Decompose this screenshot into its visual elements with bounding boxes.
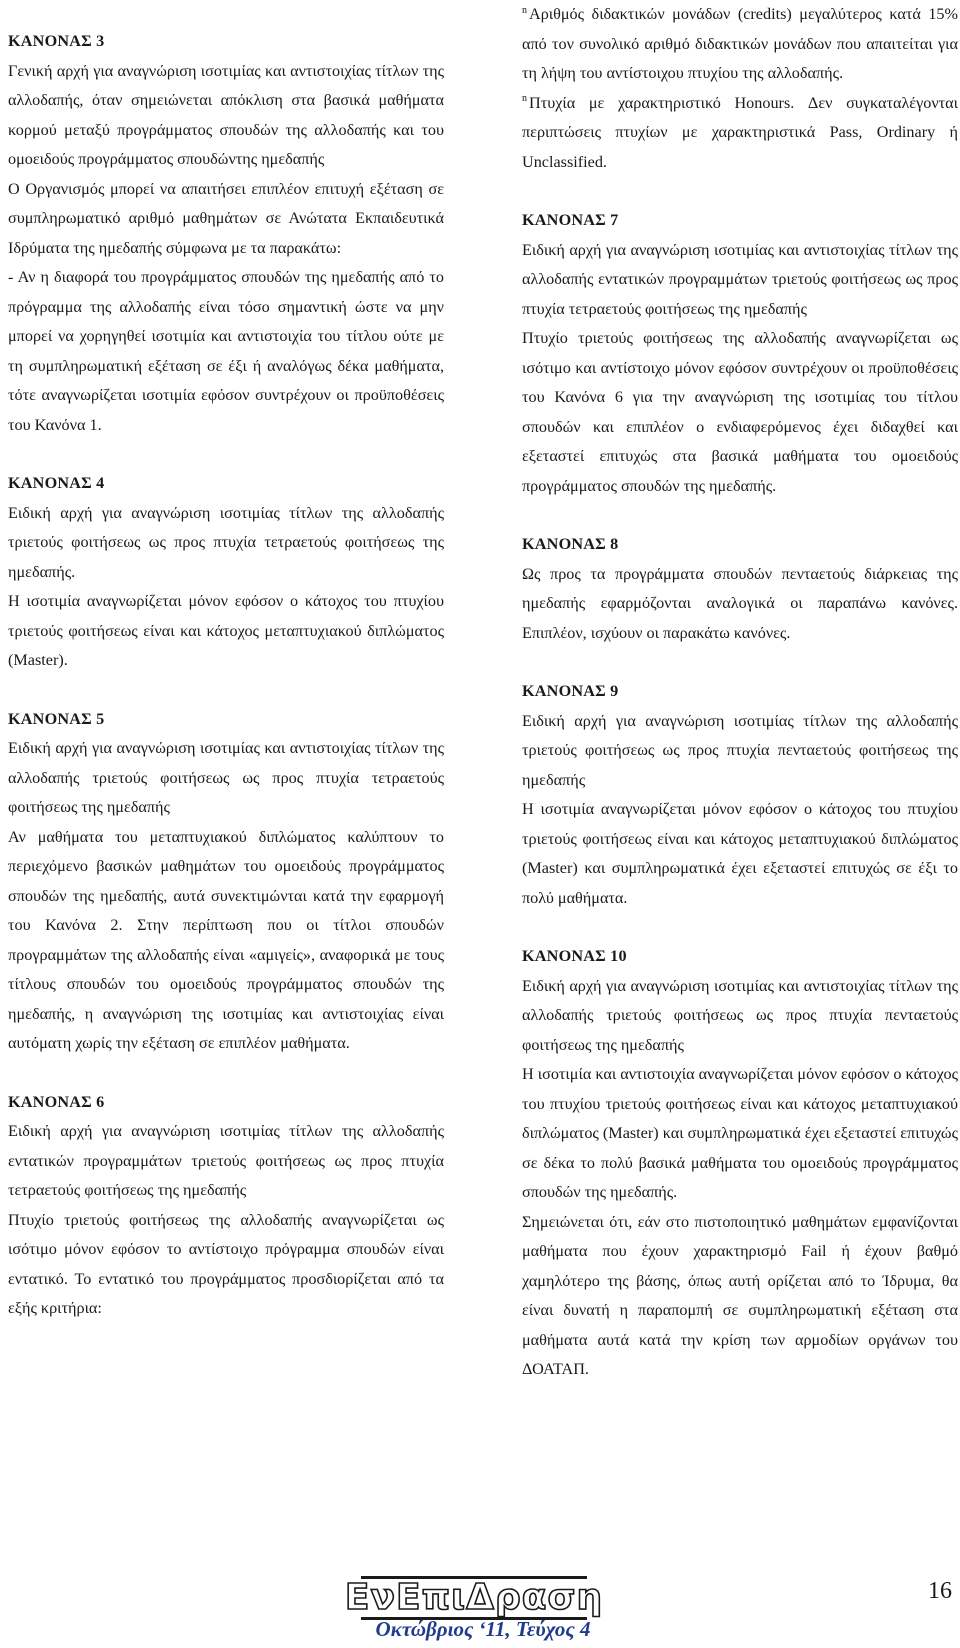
rule5-paragraph: Αν μαθήματα του μεταπτυχιακού διπλώματος καλύπτουν το περιεχόμενο βασικών μαθημάτων του ομοειδούς προγράμματος σπουδών της ημεδαπής, αυτά συνεκτιμώνται κατά την εφαρμογή του Κανόνα 2. Στην περίπτωση που οι τίτλοι σπουδών προγραμμάτων της αλλοδαπής είναι «αμιγείς», αναφορικά με τους τίτλους σπουδών του ομοειδούς προγράμματος σπουδών της ημεδαπής, η αναγνώριση της ισοτιμίας και αντιστοιχίας είναι αυτόματη χωρίς την εξέταση σε επιπλέον μαθήματα. xyxy=(8,827,444,1052)
rule4-paragraph: Η ισοτιμία αναγνωρίζεται μόνον εφόσον ο κάτοχος του πτυχίου τριετούς φοιτήσεως είναι και κάτοχος μεταπτυχιακού διπλώματος (Master). xyxy=(8,592,444,669)
criterion-text: Αριθμός διδακτικών μονάδων (credits) μεγαλύτερος κατά 15% από τον συνολικό αριθμό διδακτικών μονάδων που απαιτείται για τη λήψη του αντίστοιχου πτυχίου της αλλοδαπής. xyxy=(522,5,958,82)
right-column xyxy=(522,0,958,1385)
rule8-heading: ΚΑΝΟΝΑΣ 8 xyxy=(522,535,619,553)
rule9-heading: ΚΑΝΟΝΑΣ 9 xyxy=(522,682,619,700)
rule6-paragraph: Πτυχίο τριετούς φοιτήσεως της αλλοδαπής αναγνωρίζεται ως ισότιμο μόνον εφόσον το αντίστοιχο πρόγραμμα σπουδών είναι εντατικό. Το εντατικό του προγράμματος προσδιορίζεται από τα εξής κριτήρια: xyxy=(8,1210,444,1317)
rule5-heading: ΚΑΝΟΝΑΣ 5 xyxy=(8,709,105,728)
criterion-text: Πτυχία με χαρακτηριστικό Honours. Δεν συγκαταλέγονται περιπτώσεις πτυχίων με χαρακτηριστικά Pass, Ordinary ή Unclassified. xyxy=(522,93,958,171)
rule4-heading: ΚΑΝΟΝΑΣ 4 xyxy=(8,474,105,492)
magazine-logo xyxy=(344,1576,604,1620)
rule7-paragraph: Πτυχίο τριετούς φοιτήσεως της αλλοδαπής αναγνωρίζεται ως ισότιμο και αντίστοιχο μόνον εφόσον συντρέχουν οι προϋποθέσεις του Κανόνα 6 για την αναγνώριση της ισοτιμίας του τίτλου σπουδών και επιπλέον ο ενδιαφερόμενος έχει διδαχθεί και εξεταστεί επιτυχώς στα βασικά μαθήματα του ομοειδούς προγράμματος σπουδών της ημεδαπής. xyxy=(522,329,958,495)
rule9-paragraph: Ειδική αρχή για αναγνώριση ισοτιμίας τίτλων της αλλοδαπής τριετούς φοιτήσεως ως προς πτυχία πενταετούς φοιτήσεως της ημεδαπής xyxy=(522,711,958,789)
rule5-paragraph: Ειδική αρχή για αναγνώριση ισοτιμίας και αντιστοιχίας τίτλων της αλλοδαπής τριετούς φοιτήσεως ως προς πτυχία τετραετούς φοιτήσεως της ημεδαπής xyxy=(8,739,444,816)
rule3-heading: ΚΑΝΟΝΑΣ 3 xyxy=(8,32,105,50)
criterion-item xyxy=(522,0,958,89)
rule3-paragraph: - Αν η διαφορά του προγράμματος σπουδών της ημεδαπής από το πρόγραμμα της αλλοδαπής είναι τόσο σημαντική ώστε να μην μπορεί να χορηγηθεί ισοτιμία και αντιστοιχία του τίτλου ούτε με τη συμπληρωματική εξέταση σε έξι ή αναλόγως δέκα μαθήματα, τότε αναγνωρίζεται ισοτιμία εφόσον συντρέχουν οι προϋποθέσεις του Κανόνα 1. xyxy=(8,268,444,434)
rule6-heading: ΚΑΝΟΝΑΣ 6 xyxy=(8,1092,105,1111)
rule6-paragraph: Ειδική αρχή για αναγνώριση ισοτιμίας τίτλων της αλλοδαπής εντατικών προγραμμάτων τριετούς φοιτήσεως ως προς πτυχία τετραετούς φοιτήσεως της ημεδαπής xyxy=(8,1122,444,1199)
rule3-paragraph: Ο Οργανισμός μπορεί να απαιτήσει επιπλέον επιτυχή εξέταση σε συμπληρωματικό αριθμό μαθημάτων σε Ανώτατα Εκπαιδευτικά Ιδρύματα της ημεδαπής σύμφωνα με τα παρακάτω: xyxy=(8,179,444,257)
left-column xyxy=(8,27,444,1324)
rule7-heading: ΚΑΝΟΝΑΣ 7 xyxy=(522,211,619,229)
rule10-heading: ΚΑΝΟΝΑΣ 10 xyxy=(522,947,627,965)
rule10-paragraph: Σημειώνεται ότι, εάν στο πιστοποιητικό μαθημάτων εμφανίζονται μαθήματα που έχουν χαρακτηρισμό Fail ή έχουν βαθμό χαμηλότερο της βάσης, όπως αυτή ορίζεται από το Ίδρυμα, θα είναι δυνατή η παραπομπή σε συμπληρωματική εξέταση στα μαθήματα αυτά κατά την κρίση των αρμοδίων οργάνων του ΔΟΑΤΑΠ. xyxy=(522,1212,958,1378)
issue-label: Οκτώβριος ‘11, Τεύχος 4 xyxy=(375,1617,591,1641)
rule10-paragraph: Η ισοτιμία και αντιστοιχία αναγνωρίζεται μόνον εφόσον ο κάτοχος του πτυχίου τριετούς φοιτήσεως είναι και κάτοχος μεταπτυχιακού διπλώματος (Master) και συμπληρωματικά έχει εξεταστεί επιτυχώς σε δέκα το πολύ βασικά μαθήματα του ομοειδούς προγράμματος σπουδών της ημεδαπής. xyxy=(522,1065,958,1201)
bullet-marker: n xyxy=(522,93,527,105)
magazine-logo-text: ΕνΕπιΔραση xyxy=(344,1577,604,1618)
rule3-paragraph: Γενική αρχή για αναγνώριση ισοτιμίας και αντιστοιχίας τίτλων της αλλοδαπής, όταν σημειώνεται απόκλιση στα βασικά μαθήματα κορμού μεταξύ προγράμματος σπουδών της αλλοδαπής και του ομοειδούς προγράμματος σπουδώντης ημεδαπής xyxy=(8,61,444,168)
rule8-paragraph: Ως προς τα προγράμματα σπουδών πενταετούς διάρκειας της ημεδαπής εφαρμόζονται αναλογικά οι παραπάνω κανόνες. Επιπλέον, ισχύουν οι παρακάτω κανόνες. xyxy=(522,564,958,642)
rule10-paragraph: Ειδική αρχή για αναγνώριση ισοτιμίας και αντιστοιχίας τίτλων της αλλοδαπής τριετούς φοιτήσεως ως προς πτυχία πενταετούς φοιτήσεως της ημεδαπής xyxy=(522,976,958,1054)
rule7-paragraph: Ειδική αρχή για αναγνώριση ισοτιμίας και αντιστοιχίας τίτλων της αλλοδαπής εντατικών προγραμμάτων τριετούς φοιτήσεως ως προς πτυχία τετραετούς φοιτήσεως της ημεδαπής xyxy=(522,240,958,318)
rule4-paragraph: Ειδική αρχή για αναγνώριση ισοτιμίας τίτλων της αλλοδαπής τριετούς φοιτήσεως ως προς πτυχία τετραετούς φοιτήσεως της ημεδαπής. xyxy=(8,503,444,581)
page-number: 16 xyxy=(928,1578,952,1604)
bullet-marker: n xyxy=(522,4,527,16)
rule9-paragraph: Η ισοτιμία αναγνωρίζεται μόνον εφόσον ο κάτοχος του πτυχίου τριετούς φοιτήσεως είναι και κάτοχος μεταπτυχιακού διπλώματος (Master) και συμπληρωματικά έχει εξεταστεί επιτυχώς σε έξι το πολύ μαθήματα. xyxy=(522,800,958,907)
criterion-item xyxy=(522,89,958,178)
